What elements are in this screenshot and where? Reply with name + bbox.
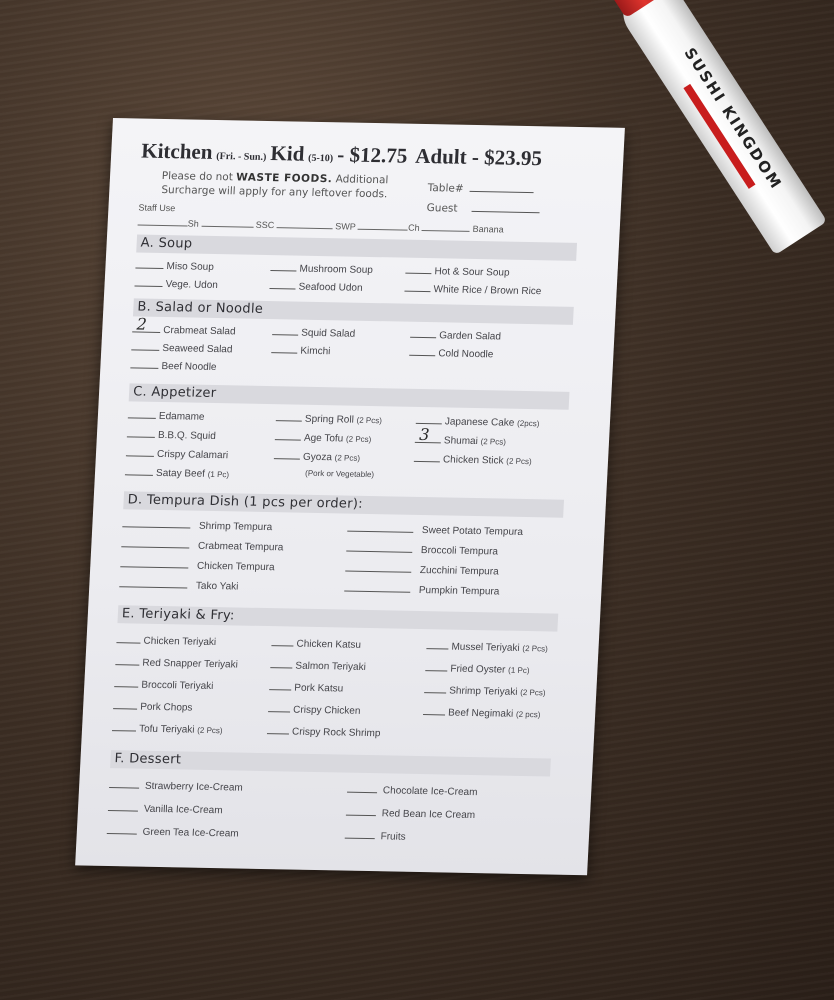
menu-item[interactable]: Zucchini Tempura bbox=[345, 562, 499, 578]
section-dessert bbox=[110, 750, 551, 776]
staff-field: SWP bbox=[335, 221, 356, 232]
sheet-header bbox=[141, 139, 612, 173]
menu-item[interactable]: Seaweed Salad bbox=[131, 340, 233, 355]
menu-item[interactable]: Crispy Rock Shrimp bbox=[267, 724, 381, 739]
menu-item[interactable]: Gyoza (2 Pcs) bbox=[274, 449, 361, 464]
pen bbox=[590, 0, 828, 247]
menu-item[interactable]: Shrimp Teriyaki (2 Pcs) bbox=[424, 683, 546, 698]
menu-item[interactable]: Mussel Teriyaki (2 Pcs) bbox=[426, 639, 548, 654]
notice-bold: WASTE FOODS. bbox=[235, 171, 333, 186]
menu-item[interactable]: White Rice / Brown Rice bbox=[404, 282, 541, 298]
section-tempura bbox=[123, 491, 564, 517]
menu-item[interactable]: Beef Negimaki (2 pcs) bbox=[423, 705, 541, 720]
staff-blank[interactable] bbox=[422, 221, 470, 232]
staff-blank[interactable] bbox=[201, 217, 253, 228]
guest-label: Guest bbox=[426, 202, 458, 215]
section-title: F. Dessert bbox=[114, 751, 182, 768]
section-title: C. Appetizer bbox=[132, 384, 217, 402]
section-title: B. Salad or Noodle bbox=[137, 299, 264, 317]
menu-item[interactable]: Hot & Sour Soup bbox=[405, 264, 510, 279]
menu-item[interactable]: 2 Crabmeat Salad bbox=[132, 322, 236, 337]
menu-item[interactable]: 3 Shumai (2 Pcs) bbox=[415, 433, 507, 448]
staff-field: Banana bbox=[472, 223, 504, 235]
menu-item[interactable]: Kimchi bbox=[271, 343, 331, 357]
section-teriyaki-fry bbox=[117, 605, 558, 631]
staff-field: Ch bbox=[407, 222, 420, 233]
menu-item[interactable]: Beef Noodle bbox=[130, 358, 217, 373]
menu-item[interactable]: Chicken Stick (2 Pcs) bbox=[414, 452, 532, 467]
menu-item[interactable]: Chicken Teriyaki bbox=[116, 633, 216, 648]
menu-item[interactable]: Chocolate Ice-Cream bbox=[347, 783, 478, 798]
staff-use-row bbox=[137, 215, 578, 235]
handwritten-quantity: 3 bbox=[418, 424, 430, 445]
menu-item[interactable]: Fried Oyster (1 Pc) bbox=[425, 661, 530, 676]
menu-item[interactable]: Crispy Calamari bbox=[126, 446, 229, 461]
pen-brand: SUSHI KINGDOM bbox=[680, 44, 786, 193]
menu-item[interactable]: Pork Katsu bbox=[269, 680, 344, 694]
menu-item[interactable]: Satay Beef (1 Pc) bbox=[125, 465, 230, 480]
menu-item[interactable]: Age Tofu (2 Pcs) bbox=[275, 430, 372, 445]
menu-item[interactable]: Tofu Teriyaki (2 Pcs) bbox=[112, 721, 223, 736]
table-field[interactable] bbox=[427, 180, 534, 196]
menu-item[interactable]: Japanese Cake (2pcs) bbox=[416, 414, 540, 429]
section-salad-noodle bbox=[133, 298, 574, 324]
staff-use-label: Staff Use bbox=[138, 202, 176, 214]
kid-label: Kid bbox=[269, 141, 305, 166]
menu-item[interactable]: Pumpkin Tempura bbox=[344, 582, 500, 598]
menu-item[interactable]: Vanilla Ice-Cream bbox=[108, 801, 223, 816]
staff-blank[interactable] bbox=[138, 215, 188, 226]
guest-field[interactable] bbox=[426, 200, 540, 216]
kitchen-title: Kitchen bbox=[140, 138, 214, 164]
menu-item[interactable]: Red Bean Ice Cream bbox=[346, 806, 476, 821]
notice-text: Additional bbox=[335, 173, 389, 187]
menu-item[interactable]: B.B.Q. Squid bbox=[127, 427, 216, 442]
menu-item[interactable]: Seafood Udon bbox=[269, 279, 363, 294]
menu-item[interactable]: Chicken Tempura bbox=[120, 557, 275, 573]
menu-item[interactable]: Tako Yaki bbox=[119, 577, 239, 592]
table-label: Table# bbox=[427, 182, 464, 195]
menu-item[interactable]: Crispy Chicken bbox=[268, 702, 361, 717]
kid-age: (5-10) bbox=[307, 152, 334, 165]
handwritten-quantity: 2 bbox=[136, 314, 148, 334]
guest-line[interactable] bbox=[471, 201, 540, 213]
menu-item[interactable]: Strawberry Ice-Cream bbox=[109, 778, 243, 794]
menu-item[interactable]: Chicken Katsu bbox=[271, 636, 361, 651]
table-line[interactable] bbox=[469, 181, 534, 193]
section-soup bbox=[136, 234, 577, 260]
order-sheet bbox=[75, 118, 625, 875]
section-appetizer bbox=[129, 383, 570, 409]
section-title: A. Soup bbox=[140, 235, 193, 252]
menu-item[interactable]: Shrimp Tempura bbox=[122, 517, 272, 533]
notice-text: Surcharge will apply for any leftover foods. bbox=[161, 183, 388, 201]
kid-price: - $12.75 bbox=[336, 142, 408, 168]
menu-item[interactable]: Miso Soup bbox=[135, 258, 214, 272]
adult-price: Adult - $23.95 bbox=[414, 143, 543, 171]
waste-notice bbox=[139, 169, 410, 202]
staff-field: SSC bbox=[255, 219, 275, 231]
menu-item[interactable]: Cold Noodle bbox=[409, 346, 494, 361]
menu-item[interactable]: Fruits bbox=[345, 829, 406, 843]
notice-text: Please do not bbox=[161, 169, 234, 184]
menu-item[interactable]: Broccoli Tempura bbox=[346, 542, 498, 558]
menu-item[interactable]: Salmon Teriyaki bbox=[270, 658, 366, 673]
section-title: D. Tempura Dish (1 pcs per order): bbox=[127, 492, 364, 512]
menu-item[interactable]: Garden Salad bbox=[410, 328, 501, 343]
menu-item[interactable]: Pork Chops bbox=[113, 699, 193, 714]
menu-item[interactable]: Crabmeat Tempura bbox=[121, 537, 284, 553]
menu-item[interactable]: Sweet Potato Tempura bbox=[347, 522, 523, 538]
menu-item[interactable]: Edamame bbox=[128, 408, 205, 422]
menu-item[interactable]: Spring Roll (2 Pcs) bbox=[276, 411, 383, 426]
menu-item[interactable]: Broccoli Teriyaki bbox=[114, 677, 214, 692]
menu-item[interactable]: Green Tea Ice-Cream bbox=[107, 824, 239, 840]
days-label: (Fri. - Sun.) bbox=[216, 150, 267, 163]
menu-item[interactable]: Mushroom Soup bbox=[270, 261, 373, 276]
gyoza-note: (Pork or Vegetable) bbox=[304, 468, 375, 480]
section-title: E. Teriyaki & Fry: bbox=[121, 606, 236, 624]
menu-item[interactable]: Vege. Udon bbox=[134, 276, 218, 291]
menu-item[interactable]: Red Snapper Teriyaki bbox=[115, 655, 238, 670]
menu-item[interactable]: Squid Salad bbox=[272, 325, 356, 340]
staff-blank[interactable] bbox=[358, 220, 408, 231]
staff-blank[interactable] bbox=[277, 218, 333, 229]
staff-field: Sh bbox=[187, 218, 199, 229]
